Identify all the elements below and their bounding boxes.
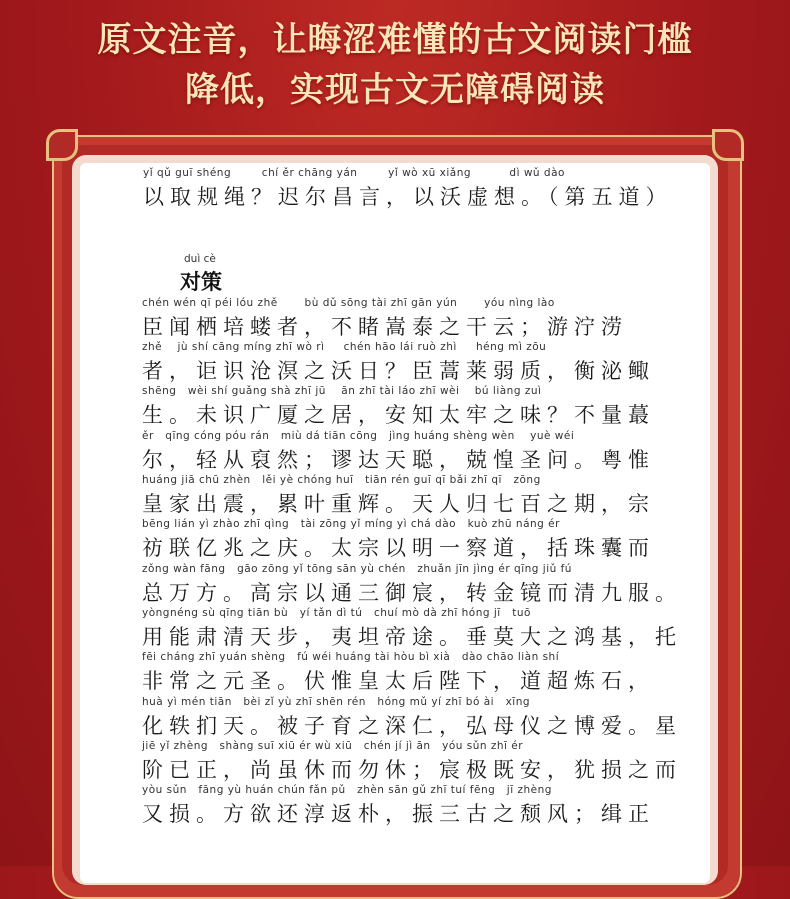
text-line-hanzi: 化轶扪天。被子育之深仁，弘母仪之博爱。星 [142,714,682,738]
text-line-hanzi: 尔，轻从裒然；谬达天聪，兢惶圣问。粤惟 [142,448,655,472]
text-line-hanzi: 以取规绳？迟尔昌言，以沃虚想。（第五道） [143,185,673,209]
text-line [142,563,682,606]
text-line [142,518,662,561]
text-line [142,651,662,694]
text-line-hanzi: 臣闻栖培蝼者，不睹嵩泰之干云；游泞涝 [142,315,628,339]
text-line-hanzi: 总万方。高宗以通三御宸，转金镜而清九服。 [142,581,682,605]
text-line-pinyin: chén wén qī péi lóu zhě bù dǔ sōng tài zhī gān yún yóu nìng lào [142,297,555,309]
text-line-hanzi: 阶已正，尚虽休而勿休；宸极既安，犹损之而 [142,758,682,782]
text-line-pinyin: yòu sǔn fāng yù huán chún fǎn pǔ zhèn sān gǔ zhī tuí fēng jī zhèng [142,784,552,796]
text-line-hanzi: 皇家出震，累叶重辉。天人归七百之期，宗 [142,492,655,516]
text-line-hanzi: 非常之元圣。伏惟皇太后陛下，道超炼石， [142,669,655,693]
text-line-hanzi: 生。未识广厦之居，安知太牢之味？不量蕞 [142,403,655,427]
text-line-pinyin: huà yì mén tiān bèi zǐ yù zhī shēn rén hóng mǔ yí zhī bó ài xīng [142,696,531,708]
text-line [142,430,662,473]
frame-corner-ornament [712,129,744,161]
text-line-pinyin: fēi cháng zhī yuán shèng fú wéi huáng tài hòu bì xià dào chāo liàn shí [142,651,560,663]
text-line-pinyin: jiē yǐ zhèng shàng suī xiū ér wù xiū chén jí jì ān yóu sǔn zhī ér [142,740,524,752]
text-line-pinyin: yòngnéng sù qīng tiān bù yí tǎn dì tú chuí mò dà zhī hóng jī tuō [142,607,531,619]
text-line-pinyin: huáng jiā chū zhèn lěi yè chóng huī tiān rén guī qī bǎi zhī qī zōng [142,474,541,486]
text-line [142,607,682,650]
text-line [142,297,662,340]
text-line [142,341,662,384]
text-line [142,740,682,783]
section-title-pinyin: duì cè [184,253,216,265]
section-title: 对策 [180,270,222,294]
text-line-pinyin: yǐ qǔ guī shéng chí ěr chāng yán yǐ wò xū xiǎng dì wǔ dào [143,167,565,179]
frame-corner-ornament [46,129,78,161]
text-line [142,474,662,517]
text-line-hanzi: 者，讵识沧溟之沃日？臣蒿莱弱质，衡泌鲰 [142,359,655,383]
text-line-pinyin: zǒng wàn fāng gāo zōng yǐ tōng sān yù chén zhuǎn jīn jìng ér qīng jiǔ fú [142,563,572,575]
text-line [142,385,662,428]
headline-line-1: 原文注音，让晦涩难懂的古文阅读门槛 [97,20,693,60]
text-line-pinyin: bēng lián yì zhào zhī qìng tài zōng yǐ míng yì chá dào kuò zhū náng ér [142,518,560,530]
text-line [142,696,682,739]
text-line-hanzi: 又损。方欲还淳返朴，振三古之颓风；缉正 [142,802,655,826]
text-line-pinyin: ěr qīng cóng póu rán miù dá tiān cōng jìng huáng shèng wèn yuè wéi [142,430,575,442]
text-line-hanzi: 用能肃清天步，夷坦帝途。垂莫大之鸿基，托 [142,625,682,649]
text-line-pinyin: zhě jù shí cāng míng zhī wò rì chén hāo lái ruò zhì héng mì zōu [142,341,547,353]
text-line-hanzi: 祊联亿兆之庆。太宗以明一察道，括珠囊而 [142,536,655,560]
text-line [142,784,662,827]
text-line-pinyin: shēng wèi shí guǎng shà zhī jū ān zhī tài láo zhī wèi bú liàng zuì [142,385,542,397]
text-line [143,167,673,210]
headline-line-2: 降低，实现古文无障碍阅读 [185,70,605,110]
